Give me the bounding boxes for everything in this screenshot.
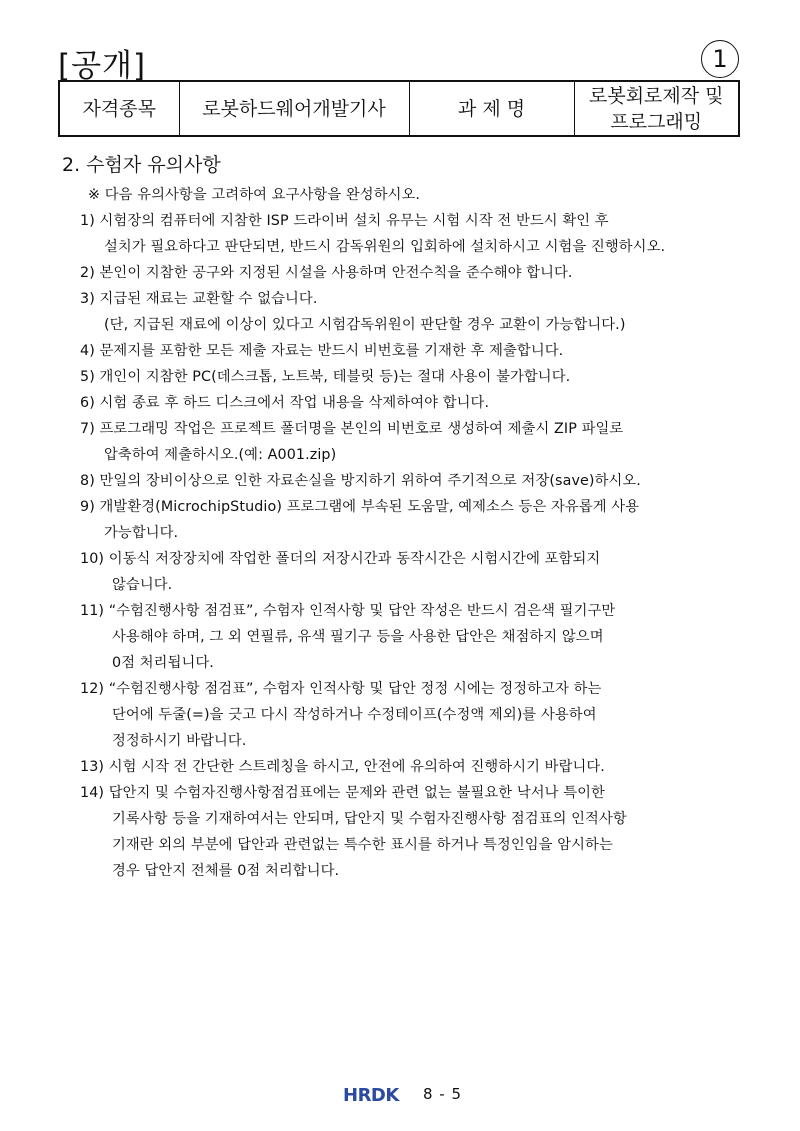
notice-line: 기록사항 등을 기재하여서는 안되며, 답안지 및 수험자진행사항 점검표의 인적사항 <box>112 811 627 827</box>
footer-page-number: 8 - 5 <box>423 1085 463 1103</box>
notice-line: 7) 프로그래밍 작업은 프로젝트 폴더명을 본인의 비번호로 생성하여 제출시 ZIP 파일로 <box>80 421 624 437</box>
notice-line: 2) 본인이 지참한 공구와 지정된 시설을 사용하며 안전수칙을 준수해야 합니다. <box>80 265 573 281</box>
title-value-line1: 로봇회로제작 및 <box>588 84 724 107</box>
notice-line: 5) 개인이 지참한 PC(데스크톱, 노트북, 테블릿 등)는 절대 사용이 불가합니다. <box>80 369 571 385</box>
notice-line: 않습니다. <box>112 577 173 593</box>
field-label-cell: 자격종목 <box>59 81 179 136</box>
section-heading: 2. 수험자 유의사항 <box>62 154 221 176</box>
notice-line: 11) “수험진행사항 점검표”, 수험자 인적사항 및 답안 작성은 반드시 검은색 필기구만 <box>80 603 616 619</box>
header-label: [공개] <box>58 48 147 84</box>
notice-line: 가능합니다. <box>104 525 179 541</box>
notice-line: 설치가 필요하다고 판단되면, 반드시 감독위원의 입회하에 설치하시고 시험을 진행하시오. <box>104 239 666 255</box>
notice-line: 12) “수험진행사항 점검표”, 수험자 인적사항 및 답안 정정 시에는 정정하고자 하는 <box>80 681 602 697</box>
title-value-cell <box>574 81 739 136</box>
notice-line: (단, 지급된 재료에 이상이 있다고 시험감독위원이 판단할 경우 교환이 가능합니다.) <box>104 317 626 333</box>
notice-line: 압축하여 제출하시오.(예: A001.zip) <box>104 447 337 463</box>
notice-line: 10) 이동식 저장장치에 작업한 폴더의 저장시간과 동작시간은 시험시간에 포함되지 <box>80 551 601 567</box>
notice-line: 1) 시험장의 컴퓨터에 지참한 ISP 드라이버 설치 유무는 시험 시작 전 반드시 확인 후 <box>80 213 609 229</box>
page-number-circle: 1 <box>701 40 739 78</box>
notice-line: 경우 답안지 전체를 0점 처리합니다. <box>112 863 340 879</box>
notice-line: 기재란 외의 부분에 답안과 관련없는 특수한 표시를 하거나 특정인임을 암시하는 <box>112 837 613 853</box>
hrdk-logo <box>343 1084 413 1104</box>
notice-line: 14) 답안지 및 수험자진행사항점검표에는 문제와 관련 없는 불필요한 낙서나 특이한 <box>80 785 605 801</box>
footer <box>343 1084 462 1104</box>
notice-line: ※ 다음 유의사항을 고려하여 요구사항을 완성하시오. <box>88 187 421 203</box>
notice-line: 13) 시험 시작 전 간단한 스트레칭을 하시고, 안전에 유의하여 진행하시기 바랍니다. <box>80 759 605 775</box>
notice-line: 8) 만일의 장비이상으로 인한 자료손실을 방지하기 위하여 주기적으로 저장(save)하시오. <box>80 473 641 489</box>
field-value-cell: 로봇하드웨어개발기사 <box>179 81 409 136</box>
title-value-line2: 프로그래밍 <box>610 110 703 133</box>
notice-line: 0점 처리됩니다. <box>112 655 214 671</box>
notice-line: 3) 지급된 재료는 교환할 수 없습니다. <box>80 291 318 307</box>
info-table-row <box>59 81 739 136</box>
info-table <box>58 80 740 137</box>
notice-line: 4) 문제지를 포함한 모든 제출 자료는 반드시 비번호를 기재한 후 제출합니다. <box>80 343 564 359</box>
title-label-cell: 과 제 명 <box>409 81 574 136</box>
notice-line: 단어에 두줄(=)을 긋고 다시 작성하거나 수정테이프(수정액 제외)를 사용하여 <box>112 707 597 723</box>
notice-line: 정정하시기 바랍니다. <box>112 733 247 749</box>
notice-line: 사용해야 하며, 그 외 연필류, 유색 필기구 등을 사용한 답안은 채점하지 않으며 <box>112 629 604 645</box>
notice-line: 9) 개발환경(MicrochipStudio) 프로그램에 부속된 도움말, 예제소스 등은 자유롭게 사용 <box>80 499 640 515</box>
notice-line: 6) 시험 종료 후 하드 디스크에서 작업 내용을 삭제하여야 합니다. <box>80 395 490 411</box>
hrdk-logo-text: HRDK <box>343 1085 399 1104</box>
